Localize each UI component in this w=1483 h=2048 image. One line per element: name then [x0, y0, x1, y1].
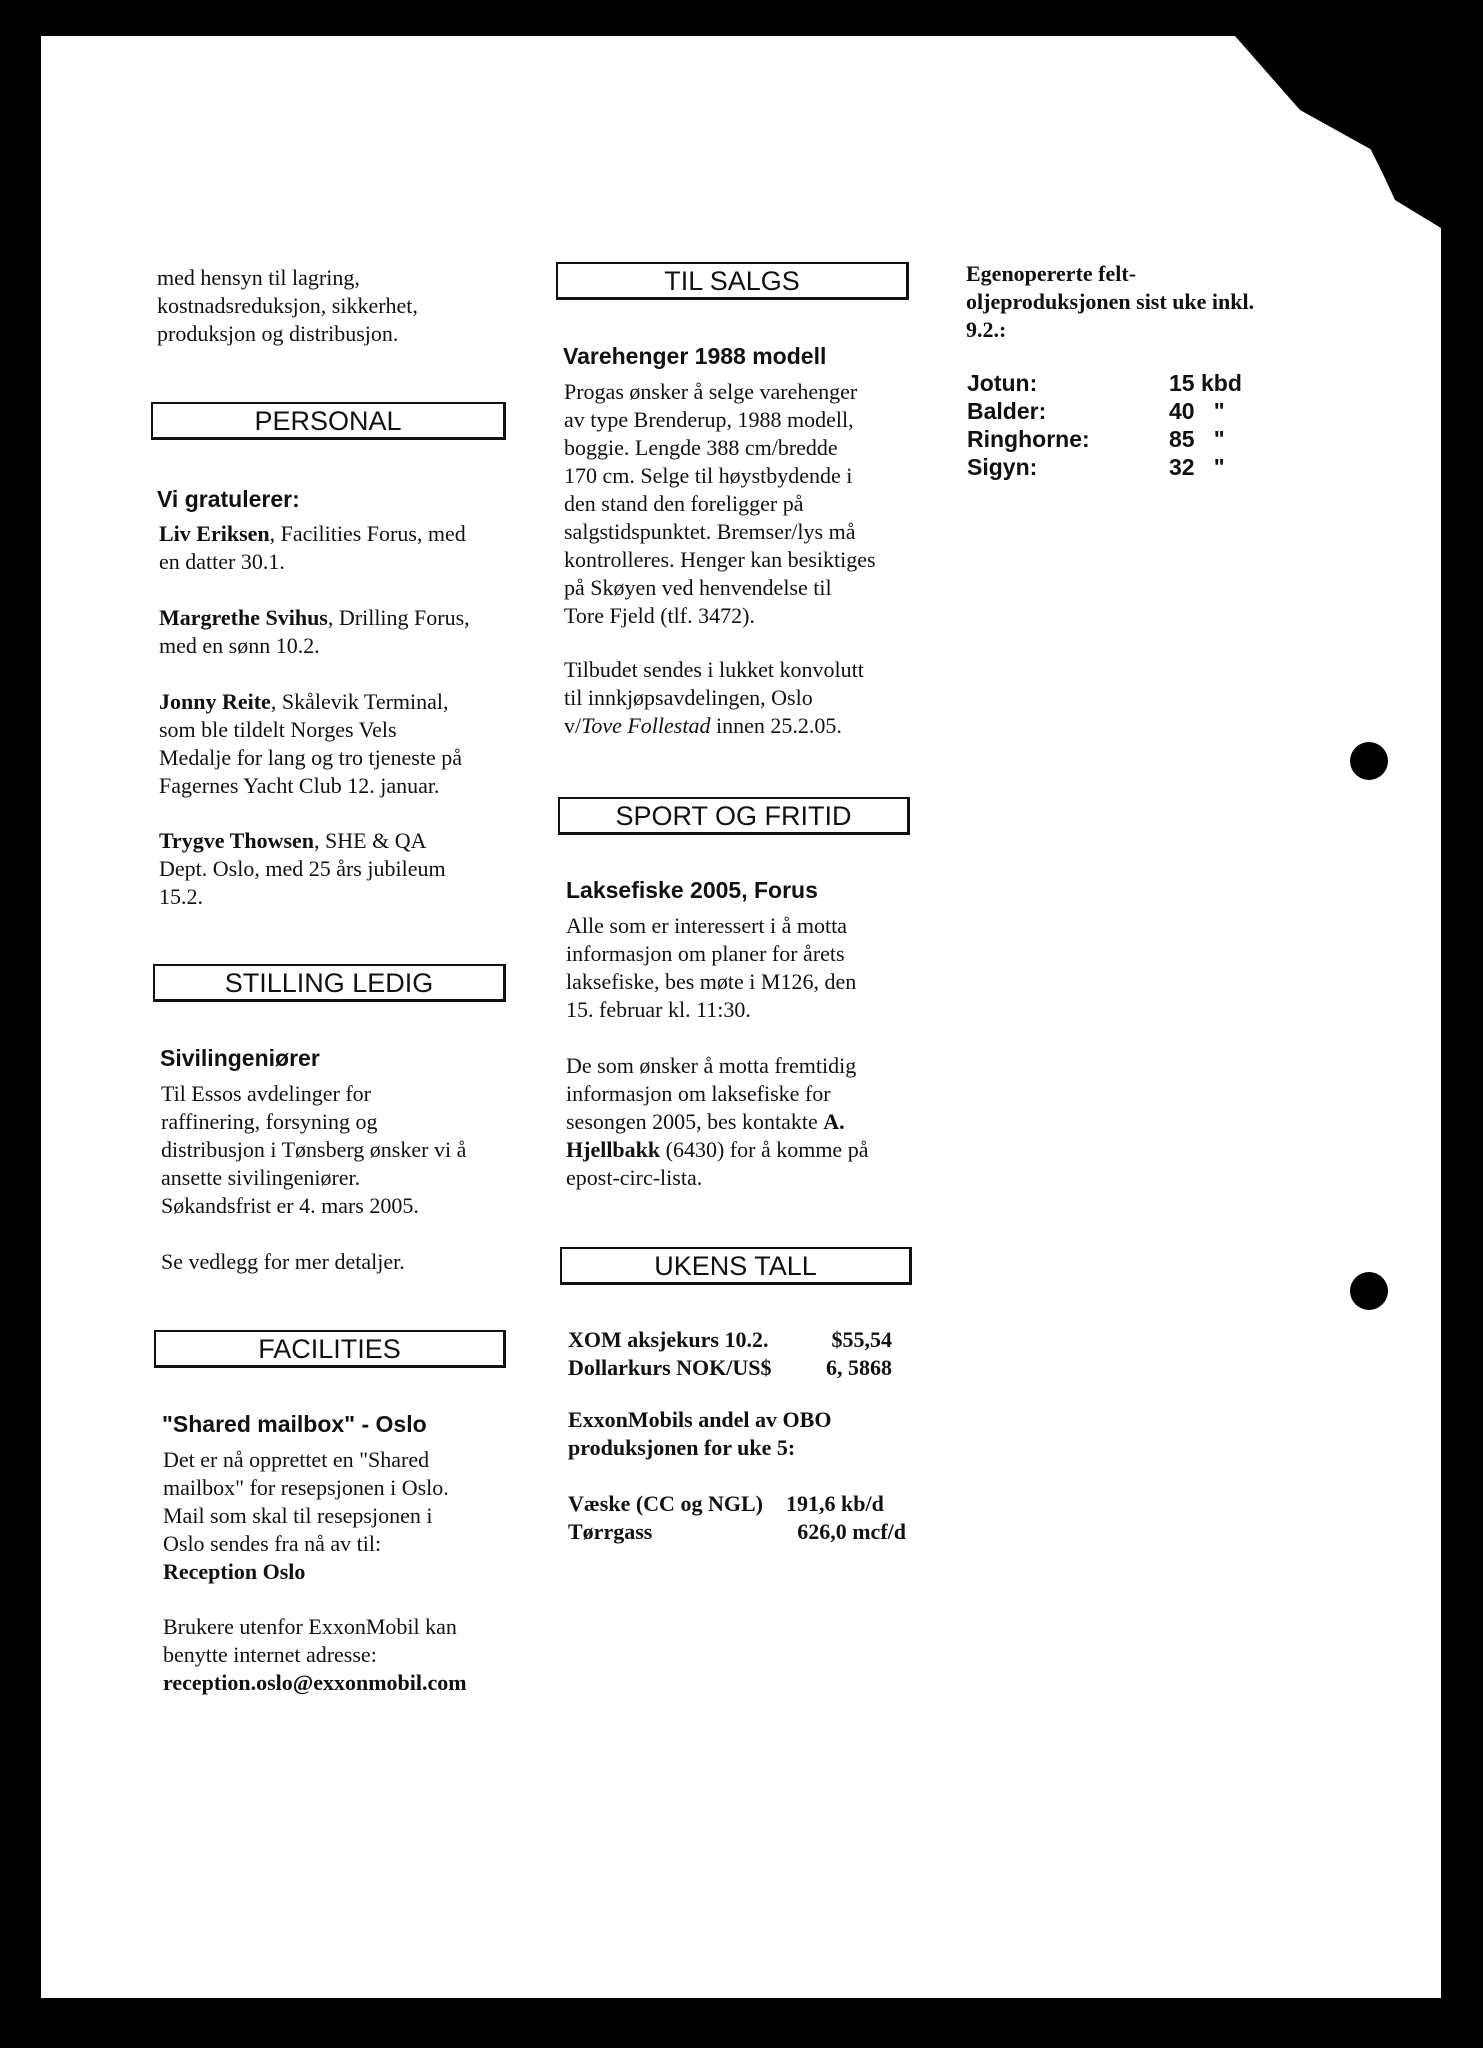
facilities-text-2: Brukere utenfor ExxonMobil kan benytte internet adresse: reception.oslo@exxonmobil.com — [163, 1614, 467, 1695]
field-row: Balder: 40 " — [967, 398, 1225, 424]
field-row: Ringhorne: 85 " — [967, 426, 1225, 452]
ukens-section-title: UKENS TALL — [560, 1247, 912, 1285]
personal-entry-1: Liv Eriksen, Facilities Forus, med en datter 30.1. — [159, 521, 466, 574]
ukens-table-1 — [568, 1326, 892, 1382]
stilling-note: Se vedlegg for mer detaljer. — [161, 1249, 405, 1274]
punch-hole-top — [1350, 742, 1388, 780]
punch-hole-bottom — [1350, 1272, 1388, 1310]
ukens-row: Tørrgass 626,0 mcf/d — [568, 1519, 906, 1544]
personal-entry-4: Trygve Thowsen, SHE & QA Dept. Oslo, med 25 års jubileum 15.2. — [159, 828, 446, 909]
facilities-heading: "Shared mailbox" - Oslo — [162, 1411, 427, 1437]
ukens-row: XOM aksjekurs 10.2. $55,54 — [568, 1327, 892, 1352]
ukens-row: Dollarkurs NOK/US$ 6, 5868 — [568, 1355, 892, 1380]
ukens-obo-text: ExxonMobils andel av OBO produksjonen for uke 5: — [568, 1407, 832, 1460]
stilling-heading: Sivilingeniører — [160, 1045, 320, 1071]
stilling-text: Til Essos avdelinger for raffinering, forsyning og distribusjon i Tønsberg ønsker vi å ansette sivilingeniører. Søkandsfrist er 4. mars 2005. — [161, 1081, 467, 1218]
ukens-row: Væske (CC og NGL) 191,6 kb/d — [568, 1491, 884, 1516]
field-row: Jotun: 15 kbd — [967, 370, 1242, 396]
personal-entry-2: Margrethe Svihus, Drilling Forus, med en sønn 10.2. — [159, 605, 470, 658]
stilling-section-title: STILLING LEDIG — [153, 964, 506, 1002]
field-row: Sigyn: 32 " — [967, 454, 1225, 480]
production-table — [967, 369, 1242, 481]
salgs-text: Progas ønsker å selge varehenger av type Brenderup, 1988 modell, boggie. Lengde 388 cm/bredde 170 cm. Selge til høystbydende i den stand den foreligger på salgstidspunktet. Bremser/lys må kontrolleres. Henger kan besiktiges på Skøyen ved henvendelse til Tore Fjeld (tlf. 3472). — [564, 379, 876, 628]
facilities-text: Det er nå opprettet en "Shared mailbox" for resepsjonen i Oslo. Mail som skal til resepsjonen i Oslo sendes fra nå av til: Reception Oslo — [163, 1447, 449, 1584]
production-heading: Egenopererte felt- oljeproduksjonen sist uke inkl. 9.2.: — [966, 261, 1255, 342]
sport-text: Alle som er interessert i å motta informasjon om planer for årets laksefiske, bes møte i M126, den 15. februar kl. 11:30. — [566, 913, 857, 1022]
facilities-section-title: FACILITIES — [154, 1330, 506, 1368]
salgs-text-2: Tilbudet sendes i lukket konvolutt til innkjøpsavdelingen, Oslo v/Tove Follestad innen 25.2.05. — [564, 657, 864, 738]
personal-section-title: PERSONAL — [151, 402, 506, 440]
sport-text-2: De som ønsker å motta fremtidig informasjon om laksefiske for sesongen 2005, bes kontakte A. Hjellbakk (6430) for å komme på epost-circ-lista. — [566, 1053, 869, 1190]
personal-entry-3: Jonny Reite, Skålevik Terminal, som ble tildelt Norges Vels Medalje for lang og tro tjeneste på Fagernes Yacht Club 12. januar. — [159, 689, 463, 798]
ukens-table-2 — [568, 1490, 906, 1546]
sport-heading: Laksefiske 2005, Forus — [566, 877, 818, 903]
sport-section-title: SPORT OG FRITID — [558, 797, 910, 835]
personal-heading: Vi gratulerer: — [157, 486, 300, 512]
email-address: reception.oslo@exxonmobil.com — [163, 1670, 467, 1695]
salgs-section-title: TIL SALGS — [556, 262, 909, 300]
salgs-heading: Varehenger 1988 modell — [563, 343, 827, 369]
intro-text: med hensyn til lagring, kostnadsreduksjon, sikkerhet, produksjon og distribusjon. — [157, 265, 418, 346]
